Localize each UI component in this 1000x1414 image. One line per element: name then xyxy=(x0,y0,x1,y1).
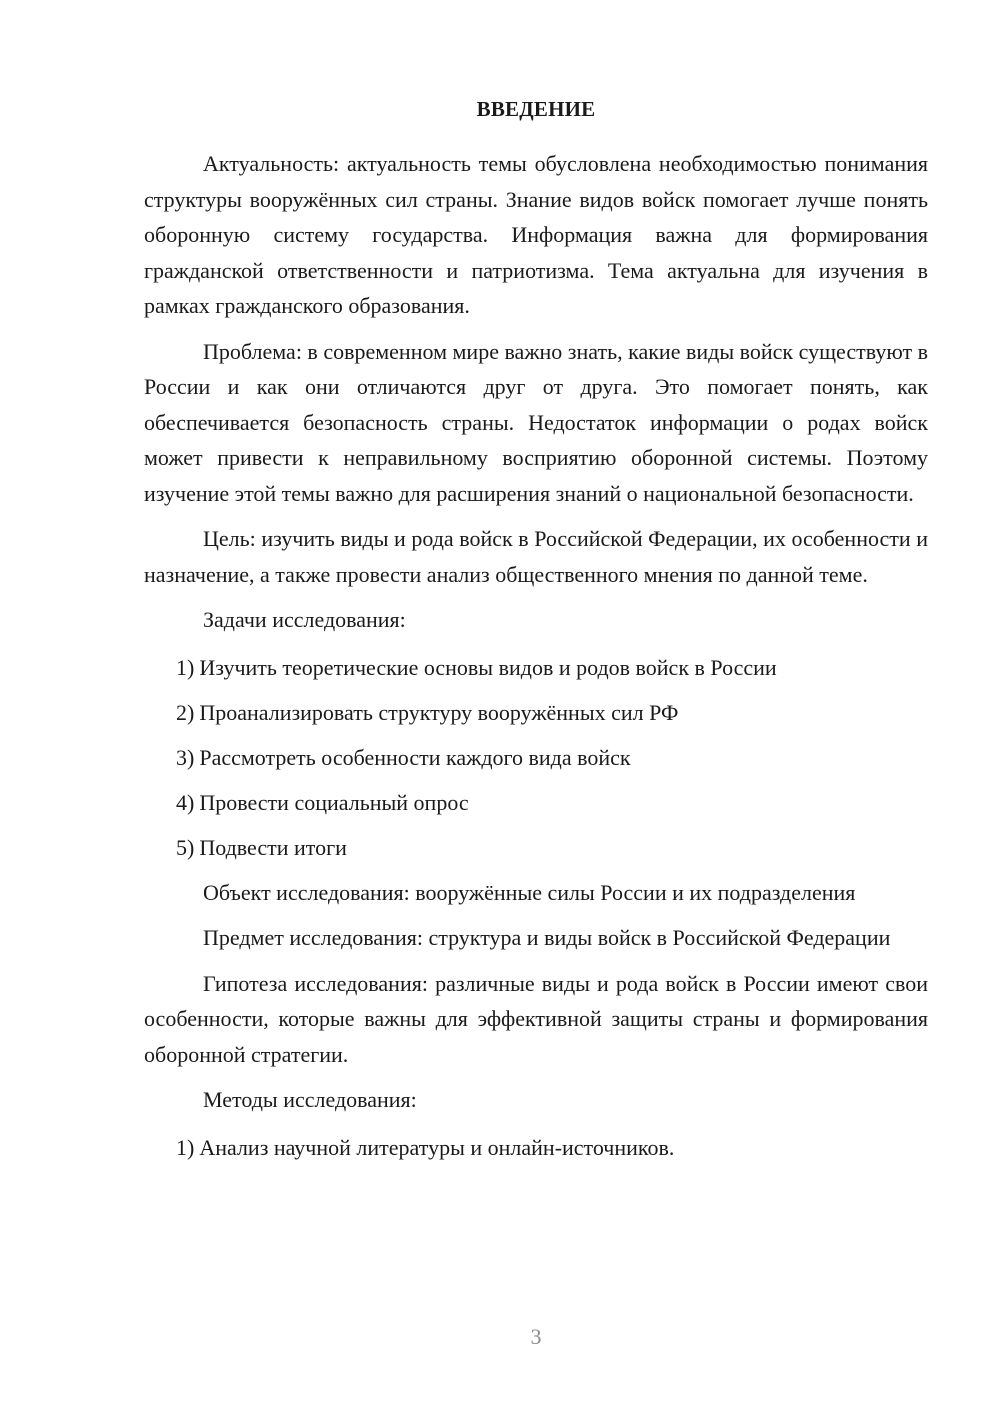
list-item xyxy=(144,695,928,731)
tasks-heading: Задачи исследования: xyxy=(203,607,406,632)
list-item-text: Проанализировать структуру вооружённых сил РФ xyxy=(199,699,679,725)
object-paragraph: Объект исследования: вооружённые силы России и их подразделения xyxy=(203,879,856,905)
list-item-text: Рассмотреть особенности каждого вида войск xyxy=(199,744,631,770)
list-item-text: Провести социальный опрос xyxy=(199,789,469,815)
list-item xyxy=(144,1130,928,1166)
list-item xyxy=(144,830,928,866)
list-item-text: Изучить теоретические основы видов и родов войск в России xyxy=(199,654,777,680)
relevance-paragraph: Актуальность: актуальность темы обусловлена необходимостью понимания структуры вооружённых сил страны. Знание видов войск помогает лучше понять оборонную систему государства. Информация важна для формирования гражданской ответственности и патриотизма. Тема актуальна для изучения в рамках гражданского образования. xyxy=(144,151,928,318)
list-item xyxy=(144,785,928,821)
page-content xyxy=(144,92,928,1175)
methods-heading: Методы исследования: xyxy=(203,1087,417,1112)
hypothesis-paragraph: Гипотеза исследования: различные виды и рода войск в России имеют свои особенности, которые важны для эффективной защиты страны и формирования оборонной стратегии. xyxy=(144,970,928,1067)
list-item-text: Анализ научной литературы и онлайн-источников. xyxy=(199,1134,675,1160)
list-item-number: 3) xyxy=(176,744,195,770)
list-item xyxy=(144,740,928,776)
list-item-text: Подвести итоги xyxy=(199,834,347,860)
list-item-number: 5) xyxy=(176,834,195,860)
list-item-number: 4) xyxy=(176,789,195,815)
list-item xyxy=(144,650,928,686)
page-number: 3 xyxy=(530,1324,542,1349)
methods-list xyxy=(144,1130,928,1166)
subject-paragraph: Предмет исследования: структура и виды войск в Российской Федерации xyxy=(203,925,891,950)
list-item-number: 2) xyxy=(176,699,195,725)
tasks-list xyxy=(144,650,928,866)
list-item-number: 1) xyxy=(176,1134,195,1160)
section-title: ВВЕДЕНИЕ xyxy=(476,97,596,121)
list-item-number: 1) xyxy=(176,654,195,680)
goal-paragraph: Цель: изучить виды и рода войск в Российской Федерации, их особенности и назначение, а также провести анализ общественного мнения по данной теме. xyxy=(144,526,928,587)
problem-paragraph: Проблема: в современном мире важно знать, какие виды войск существуют в России и как они отличаются друг от друга. Это помогает понять, как обеспечивается безопасность страны. Недостаток информации о родах войск может привести к неправильному восприятию оборонной системы. Поэтому изучение этой темы важно для расширения знаний о национальной безопасности. xyxy=(144,338,928,506)
